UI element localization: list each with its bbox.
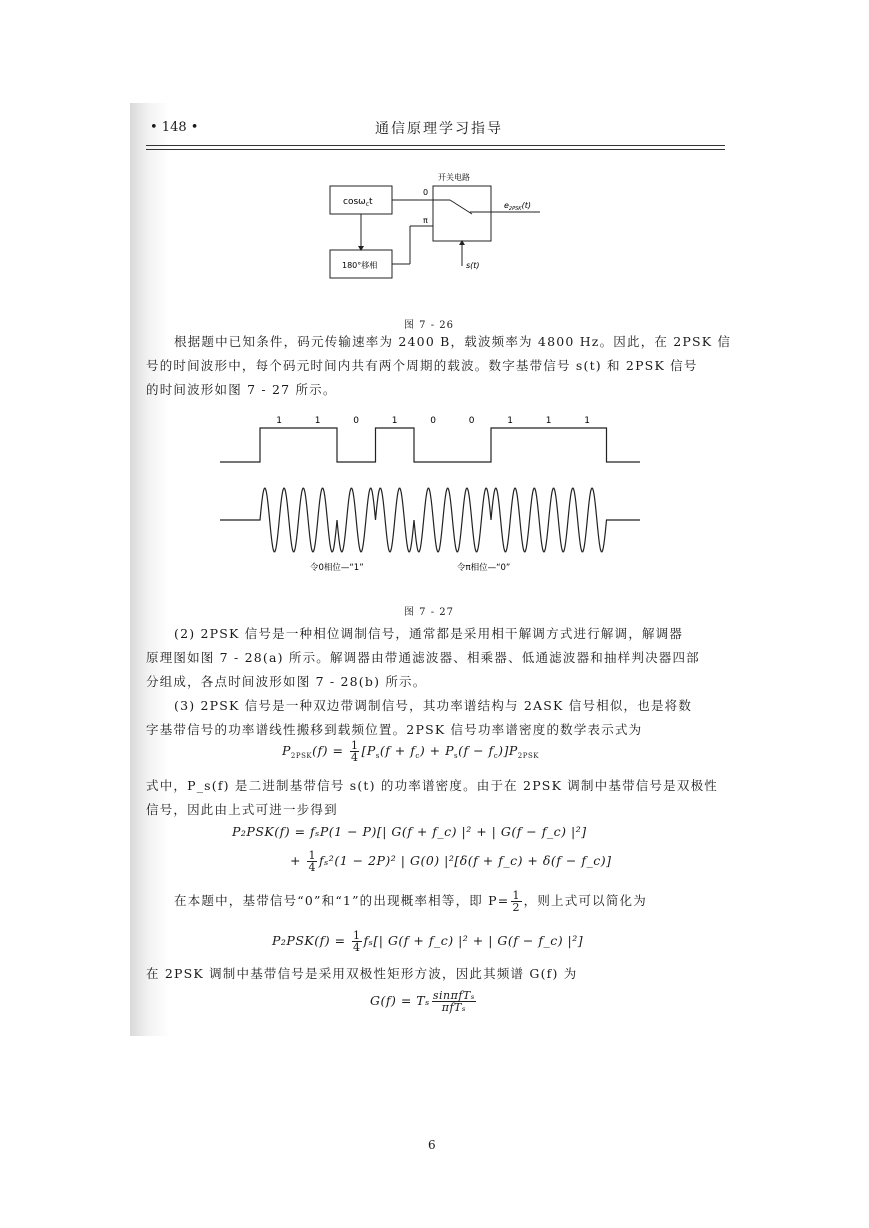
para2-line2: 原理图如图 7 - 28(a) 所示。解调器由带通滤波器、相乘器、低通滤波器和抽样判决器四部: [146, 650, 700, 665]
para1-line2: 号的时间波形中，每个码元时间内共有两个周期的载波。数字基带信号 s(t) 和 2PSK 信号: [146, 358, 698, 373]
bit-label: 1: [314, 416, 321, 426]
para5-line1: 在本题中，基带信号“0”和“1”的出现概率相等，即 P= $\frac{1}{2}$ ，则上式可以简化为: [174, 889, 647, 914]
bit-label: 1: [507, 416, 513, 426]
bit-label: 0: [430, 416, 436, 426]
figure-7-27-caption: 图 7 - 27: [404, 607, 455, 618]
header-rule: [146, 145, 725, 146]
equation-psd-expanded-line2: + $\frac{1}{4}$ fₛ²(1 − 2P)² | G(0) |²[δ(f + f_c) + δ(f − f_c)]: [290, 849, 612, 874]
input-pi-label: π: [423, 216, 428, 225]
page-marker: • 148 •: [150, 120, 199, 135]
switch-title: 开关电路: [438, 173, 470, 182]
control-label: s(t): [466, 261, 480, 270]
figure-7-26: [320, 168, 550, 283]
bit-label: 0: [353, 416, 359, 426]
bit-label: 1: [391, 416, 398, 426]
para4-line2: 信号，因此由上式可进一步得到: [146, 802, 338, 817]
para6-line1: 在 2PSK 调制中基带信号是采用双极性矩形方波，因此其频谱 G(f) 为: [146, 966, 578, 981]
header-rule-thin: [146, 149, 725, 150]
page-number: 6: [428, 1138, 436, 1152]
para1-line1: 根据题中已知条件，码元传输速率为 2400 B，载波频率为 4800 Hz。因此，在 2PSK 信: [174, 334, 732, 349]
para2-line3: 分组成，各点时间波形如图 7 - 28(b) 所示。: [146, 674, 427, 689]
equation-psd: $P_{2PSK}(f)$ = $\frac{1}{4}$ $[P_s(f + f_c) + P_s(f - f_c)]P_{2PSK}$: [282, 739, 539, 764]
phase0-label: 令0相位—“1”: [310, 563, 364, 573]
switch-block: [433, 186, 491, 241]
carrier-label: cosω$_c$t: [343, 197, 373, 208]
bit-label: 0: [468, 416, 475, 426]
figure-7-27: [215, 410, 645, 585]
para2-line1: (2) 2PSK 信号是一种相位调制信号，通常都是采用相干解调方式进行解调，解调器: [174, 626, 684, 641]
para4-line1: 式中，P_s(f) 是二进制基带信号 s(t) 的功率谱密度。由于在 2PSK 调制中基带信号是双极性: [146, 778, 718, 793]
output-label: $e_{2PSK}(t)$: [504, 201, 531, 212]
phase-shift-label: 180°移相: [342, 261, 378, 270]
para1-line3: 的时间波形如图 7 - 27 所示。: [146, 382, 337, 397]
para3-line1: (3) 2PSK 信号是一种双边带调制信号，其功率谱结构与 2ASK 信号相似，也是将数: [174, 698, 693, 713]
figure-7-26-caption: 图 7 - 26: [404, 320, 455, 331]
input-0-label: 0: [423, 188, 429, 197]
bit-label: 1: [545, 416, 552, 426]
book-title: 通信原理学习指导: [375, 121, 503, 137]
equation-psd-simplified: P₂PSK(f) = $\frac{1}{4}$ fₛ[| G(f + f_c) |² + | G(f − f_c) |²]: [272, 929, 584, 954]
bit-label: 1: [276, 416, 282, 426]
para3-line2: 字基带信号的功率谱线性搬移到载频位置。2PSK 信号功率谱密度的数学表示式为: [146, 722, 643, 737]
equation-psd-expanded-line1: P₂PSK(f) = fₛP(1 − P)[| G(f + f_c) |² + | G(f − f_c) |²]: [232, 824, 587, 839]
phasepi-label: 令π相位—“0”: [457, 563, 511, 573]
equation-spectrum: G(f) = Tₛ $\frac{\text{sinπfTₛ}}{\text{πfTₛ}}$: [370, 989, 475, 1014]
bit-label: 1: [584, 416, 590, 426]
